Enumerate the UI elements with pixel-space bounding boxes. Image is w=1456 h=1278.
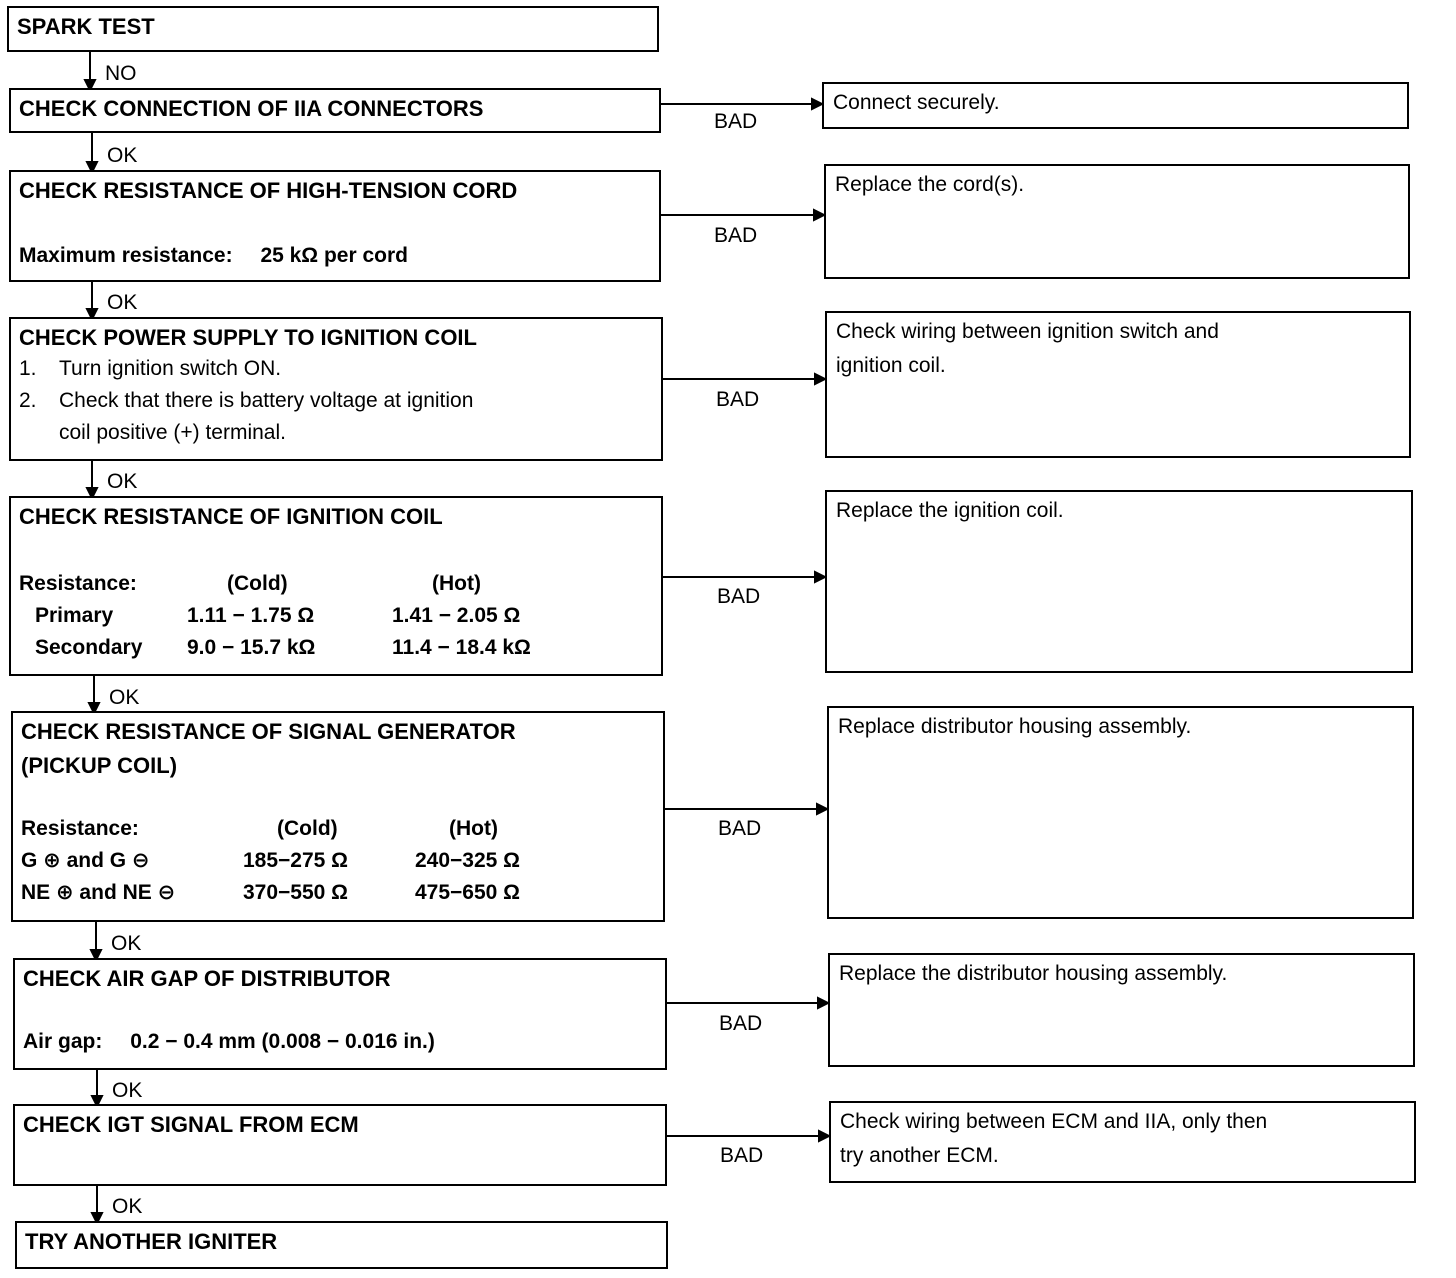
flow-label-ok: OK bbox=[109, 686, 140, 709]
table-row bbox=[21, 845, 655, 877]
resistance-table-header bbox=[19, 568, 653, 600]
spec-line bbox=[23, 1026, 657, 1058]
step-check-power-supply bbox=[9, 317, 663, 461]
list-number: 2. bbox=[19, 389, 37, 412]
step-title: CHECK RESISTANCE OF SIGNAL GENERATOR bbox=[21, 719, 516, 744]
action-replace-cord bbox=[824, 164, 1410, 279]
flow-label-ok: OK bbox=[112, 1195, 143, 1218]
list-text-continued: coil positive (+) terminal. bbox=[59, 421, 286, 444]
step-try-another-igniter bbox=[15, 1221, 668, 1269]
step-title: CHECK CONNECTION OF IIA CONNECTORS bbox=[19, 96, 484, 121]
step-check-ignition-coil-resistance bbox=[9, 496, 663, 676]
table-cell: Primary bbox=[35, 604, 114, 627]
table-row bbox=[19, 632, 653, 664]
table-row bbox=[21, 877, 655, 909]
action-text: Check wiring between ECM and IIA, only then bbox=[840, 1110, 1268, 1133]
bad-label: BAD bbox=[720, 1144, 764, 1167]
table-header-hot: (Hot) bbox=[432, 572, 481, 595]
table-header: Resistance: bbox=[21, 817, 139, 840]
action-text: Replace the distributor housing assembly. bbox=[839, 962, 1228, 985]
spec-label: Air gap: bbox=[23, 1030, 103, 1053]
table-row bbox=[19, 600, 653, 632]
step-title-continued: (PICKUP COIL) bbox=[21, 753, 178, 778]
list-text: Check that there is battery voltage at ignition bbox=[59, 389, 474, 412]
flow-label-ok: OK bbox=[107, 470, 138, 493]
table-cell: 9.0 − 15.7 kΩ bbox=[187, 636, 316, 659]
action-text: Check wiring between ignition switch and bbox=[836, 320, 1219, 343]
table-header-cold: (Cold) bbox=[277, 817, 338, 840]
step-check-signal-generator bbox=[11, 711, 665, 922]
table-cell: 185−275 Ω bbox=[243, 849, 349, 872]
action-replace-distributor-housing-airgap bbox=[828, 953, 1415, 1067]
table-cell: 475−650 Ω bbox=[415, 881, 521, 904]
flow-label-ok: OK bbox=[111, 932, 142, 955]
action-replace-distributor-housing bbox=[827, 706, 1414, 919]
step-title: TRY ANOTHER IGNITER bbox=[25, 1229, 278, 1254]
bad-label: BAD bbox=[719, 1012, 763, 1035]
step-check-iia-connectors bbox=[9, 88, 661, 133]
table-cell: 11.4 − 18.4 kΩ bbox=[392, 636, 531, 659]
action-text: Replace the ignition coil. bbox=[836, 499, 1064, 522]
action-connect-securely bbox=[822, 82, 1409, 129]
flow-label-ok: OK bbox=[112, 1079, 143, 1102]
flow-label-ok: OK bbox=[107, 144, 138, 167]
action-replace-ignition-coil bbox=[825, 490, 1413, 673]
step-title: CHECK POWER SUPPLY TO IGNITION COIL bbox=[19, 325, 477, 350]
bad-label: BAD bbox=[718, 817, 762, 840]
table-header-hot: (Hot) bbox=[449, 817, 498, 840]
action-text: Connect securely. bbox=[833, 91, 1000, 114]
step-check-high-tension-cord bbox=[9, 170, 661, 282]
bad-label: BAD bbox=[717, 585, 761, 608]
table-cell: NE ⊕ and NE ⊖ bbox=[21, 881, 176, 904]
table-cell: 370−550 Ω bbox=[243, 881, 349, 904]
list-item bbox=[19, 385, 653, 417]
list-text: Turn ignition switch ON. bbox=[59, 357, 282, 380]
table-header-cold: (Cold) bbox=[227, 572, 288, 595]
spec-value: 0.2 − 0.4 mm (0.008 − 0.016 in.) bbox=[130, 1030, 435, 1053]
spec-line bbox=[19, 240, 651, 272]
step-check-air-gap bbox=[13, 958, 667, 1070]
flow-label-no: NO bbox=[105, 62, 137, 85]
step-title: CHECK IGT SIGNAL FROM ECM bbox=[23, 1112, 359, 1137]
action-text: Replace distributor housing assembly. bbox=[838, 715, 1192, 738]
bad-label: BAD bbox=[714, 224, 758, 247]
table-header: Resistance: bbox=[19, 572, 137, 595]
table-cell: G ⊕ and G ⊖ bbox=[21, 849, 150, 872]
list-number: 1. bbox=[19, 357, 37, 380]
step-check-igt-signal bbox=[13, 1104, 667, 1186]
action-text-continued: try another ECM. bbox=[840, 1144, 999, 1167]
step-title: CHECK AIR GAP OF DISTRIBUTOR bbox=[23, 966, 391, 991]
action-text-continued: ignition coil. bbox=[836, 354, 946, 377]
table-cell: 240−325 Ω bbox=[415, 849, 521, 872]
action-text: Replace the cord(s). bbox=[835, 173, 1025, 196]
step-spark-test bbox=[7, 6, 659, 52]
table-cell: Secondary bbox=[35, 636, 143, 659]
bad-label: BAD bbox=[714, 110, 758, 133]
step-title: SPARK TEST bbox=[17, 14, 155, 39]
table-cell: 1.11 − 1.75 Ω bbox=[187, 604, 315, 627]
step-title: CHECK RESISTANCE OF IGNITION COIL bbox=[19, 504, 443, 529]
list-item bbox=[19, 353, 653, 385]
spec-value: 25 kΩ per cord bbox=[260, 244, 409, 267]
table-cell: 1.41 − 2.05 Ω bbox=[392, 604, 521, 627]
resistance-table-header bbox=[21, 813, 655, 845]
step-title: CHECK RESISTANCE OF HIGH-TENSION CORD bbox=[19, 178, 518, 203]
bad-label: BAD bbox=[716, 388, 760, 411]
action-check-wiring-ecm bbox=[829, 1101, 1416, 1183]
action-check-wiring-ignition bbox=[825, 311, 1411, 458]
spec-label: Maximum resistance: bbox=[19, 244, 233, 267]
flow-label-ok: OK bbox=[107, 291, 138, 314]
